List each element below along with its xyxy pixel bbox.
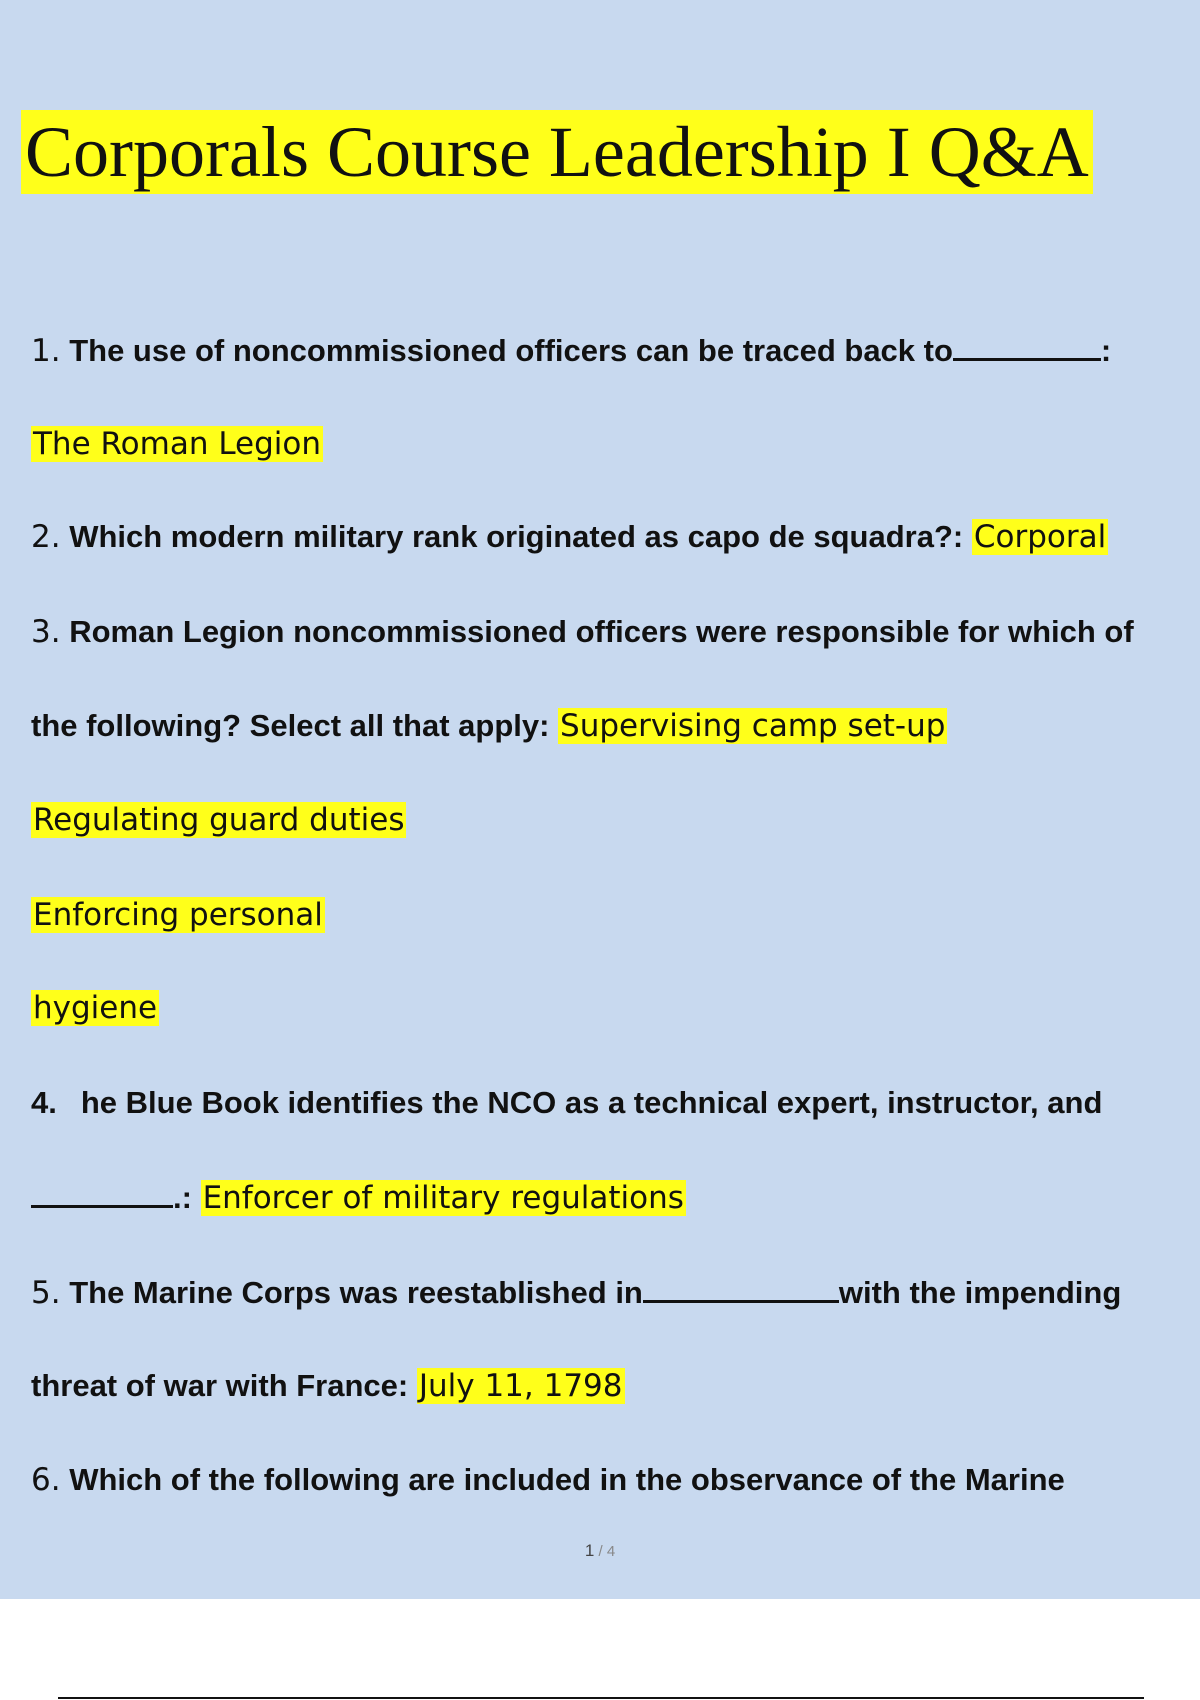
question-4-continued xyxy=(31,1177,686,1217)
highlighted-answer: The Roman Legion xyxy=(33,426,322,462)
next-page-rule xyxy=(58,1697,1144,1699)
question-text: threat of war with France: xyxy=(31,1368,417,1403)
question-text: Roman Legion noncommissioned officers were responsible for which of xyxy=(69,614,1134,649)
question-3-continued xyxy=(31,706,947,746)
question-6 xyxy=(31,1460,1065,1500)
page-indicator xyxy=(0,1541,1200,1561)
question-number: 5. xyxy=(31,1275,61,1311)
highlighted-answer: July 11, 1798 xyxy=(418,1368,623,1404)
question-number: 4. xyxy=(31,1085,57,1120)
question-2 xyxy=(31,517,1108,557)
question-number: 2. xyxy=(31,519,61,555)
page-title: Corporals Course Leadership I Q&A xyxy=(21,110,1093,194)
answer-1 xyxy=(31,424,323,464)
answer-blank xyxy=(643,1272,839,1303)
question-1 xyxy=(31,330,1111,370)
answer-3-item xyxy=(31,988,159,1028)
question-text: the following? Select all that apply: xyxy=(31,708,559,743)
question-text: Which modern military rank originated as capo de squadra?: xyxy=(69,519,972,554)
question-punctuation: : xyxy=(1100,333,1112,368)
highlighted-answer: Enforcer of military regulations xyxy=(202,1180,684,1216)
answer-blank xyxy=(953,330,1101,361)
question-4 xyxy=(31,1083,1102,1123)
question-number: 3. xyxy=(31,614,61,650)
highlighted-answer: hygiene xyxy=(33,990,158,1026)
highlighted-answer: Enforcing personal xyxy=(33,897,323,933)
answer-blank xyxy=(31,1177,173,1208)
question-3 xyxy=(31,612,1134,652)
question-text: The Marine Corps was reestablished in xyxy=(69,1275,643,1310)
total-pages: 4 xyxy=(606,1543,616,1560)
highlighted-answer: Supervising camp set-up xyxy=(560,708,946,744)
highlighted-answer: Regulating guard duties xyxy=(33,802,405,838)
question-text: Which of the following are included in the observance of the Marine xyxy=(69,1462,1065,1497)
question-5-continued xyxy=(31,1366,625,1406)
question-number: 6. xyxy=(31,1462,61,1498)
question-number: 1. xyxy=(31,333,61,369)
question-5 xyxy=(31,1272,1121,1312)
answer-3-item xyxy=(31,800,406,840)
answer-3-item xyxy=(31,895,325,935)
page-separator: / xyxy=(594,1543,607,1560)
question-text: he Blue Book identifies the NCO as a technical expert, instructor, and xyxy=(80,1085,1103,1120)
highlighted-answer: Corporal xyxy=(973,519,1107,555)
question-text: The use of noncommissioned officers can be traced back to xyxy=(69,333,953,368)
question-punctuation: .: xyxy=(173,1180,201,1215)
current-page: 1 xyxy=(584,1541,595,1560)
question-text: with the impending xyxy=(838,1275,1122,1310)
